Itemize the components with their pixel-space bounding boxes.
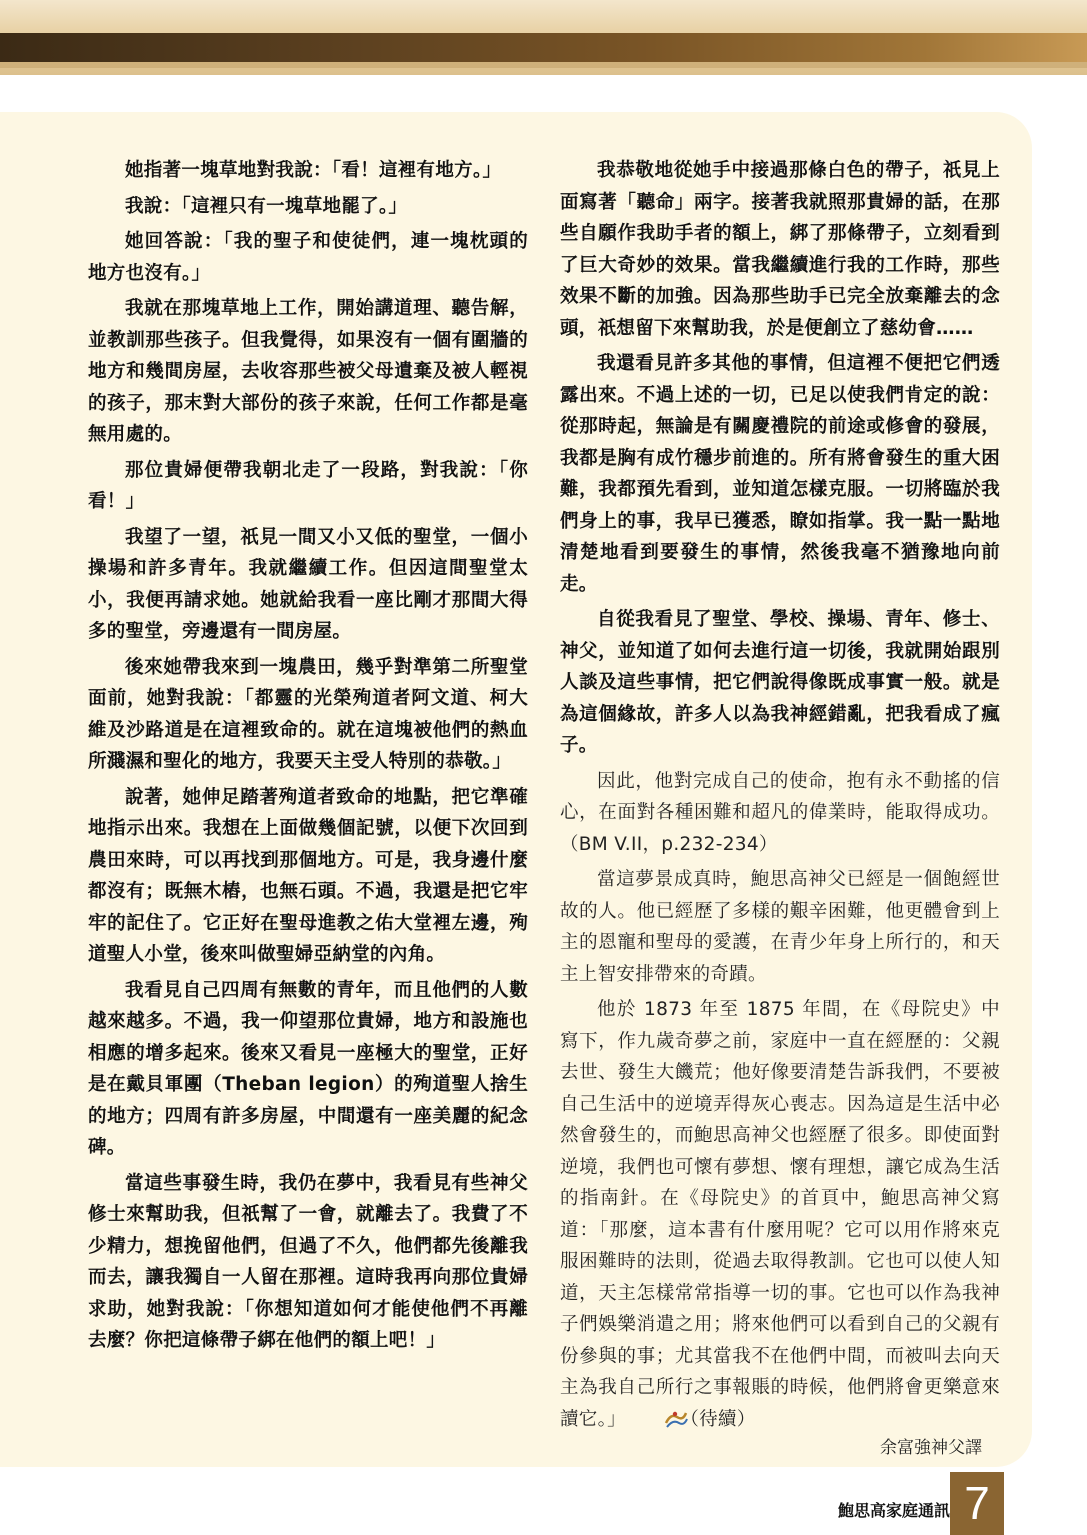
paragraph: 她指著一塊草地對我說：「看！這裡有地方。」 [125,160,502,181]
page-number: 7 [950,1472,1004,1535]
translator-credit: 余富強神父譯 [880,1438,982,1458]
paragraph: 我望了一望，祇見一間又小又低的聖堂，一個小操場和許多青年。我就繼續工作。但因這間聖堂太小，我便再請求她。她就給我看一座比剛才那間大得多的聖堂，旁邊還有一間房屋。 [88,526,528,642]
publication-name: 鮑思高家庭通訊 [838,1501,951,1520]
paragraph: 當這夢景成真時，鮑思高神父已經是一個飽經世故的人。他已經歷了多樣的艱辛困難，他更體會到上主的恩寵和聖母的愛護，在青少年身上所行的，和天主上智安排帶來的奇蹟。 [560,869,1000,985]
paragraph: 說著，她伸足踏著殉道者致命的地點，把它準確地指示出來。我想在上面做幾個記號，以便下次回到農田來時，可以再找到那個地方。可是，我身邊什麼都沒有；既無木樁，也無石頭。不過，我還是把它牢牢的記住了。它正好在聖母進教之佑大堂裡左邊，殉道聖人小堂，後來叫做聖婦亞納堂的內角。 [88,786,528,965]
header-banner [0,0,1087,75]
paragraph: 自從我看見了聖堂、學校、操場、青年、修士、神父，並知道了如何去進行這一切後，我就開始跟別人談及這些事情，把它們說得像既成事實一般。就是為這個緣故，許多人以為我神經錯亂，把我看成了瘋子。 [560,609,1000,756]
final-paragraph-text: 他於 1873 年至 1875 年間，在《母院史》中寫下，作九歲奇夢之前，家庭中一直在經歷的：父親去世、發生大饑荒；他好像要清楚告訴我們，不要被自己生活中的逆境弄得灰心喪志。因為這是生活中必然會發生的，而鮑思高神父也經歷了很多。即使面對逆境，我們也可懷有夢想、懷有理想，讓它成為生活的指南針。在《母院史》的首頁中，鮑思高神父寫道：「那麼，這本書有什麼用呢？它可以用作將來克服困難時的法則，從過去取得教訓。它也可以使人知道，天主怎樣常常指導一切的事。它也可以作為我神子們娛樂消遣之用；將來他們可以看到自己的父親有份參與的事；尤其當我不在他們中間，而被叫去向天主為我自己所行之事報賬的時候，他們將會更樂意來讀它。」 [560,999,1000,1430]
paragraph-final [560,994,1000,1435]
right-column [560,155,1000,1439]
paragraph: 後來她帶我來到一塊農田，幾乎對準第二所聖堂面前，她對我說：「都靈的光榮殉道者阿文道、柯大維及沙路道是在這裡致命的。就在這塊被他們的熱血所濺濕和聖化的地方，我要天主受人特別的恭敬。」 [88,656,528,772]
banner-dark-band [0,33,1087,62]
paragraph: 我恭敬地從她手中接過那條白色的帶子，祇見上面寫著「聽命」兩字。接著我就照那貴婦的話，在那些自願作我助手者的額上，綁了那條帶子，立刻看到了巨大奇妙的效果。當我繼續進行我的工作時，那些效果不斷的加強。因為那些助手已完全放棄離去的念頭，祇想留下來幫助我，於是便創立了慈幼會…… [560,160,1000,339]
paragraph: 那位貴婦便帶我朝北走了一段路，對我說：「你看！」 [88,459,528,512]
paragraph: 因此，他對完成自己的使命，抱有永不動搖的信心，在面對各種困難和超凡的偉業時，能取得成功。（BM V.II，p.232-234） [560,770,1000,855]
paragraph: 她回答說：「我的聖子和使徒們，連一塊枕頭的地方也沒有。」 [88,231,528,284]
paragraph: 我說：「這裡只有一塊草地罷了。」 [125,195,408,217]
paragraph: 當這些事發生時，我仍在夢中，我看見有些神父修士來幫助我，但祇幫了一會，就離去了。我費了不少精力，想挽留他們，但過了不久，他們都先後離我而去，讓我獨自一人留在那裡。這時我再向那位貴婦求助，她對我說：「你想知道如何才能使他們不再離去麼？你把這條帶子綁在他們的額上吧！」 [88,1172,528,1351]
banner-highlight [0,62,1087,68]
to-be-continued: （待續） [689,1408,756,1430]
paragraph: 我就在那塊草地上工作，開始講道理、聽告解，並教訓那些孩子。但我覺得，如果沒有一個有圍牆的地方和幾間房屋，去收容那些被父母遺棄及被人輕視的孩子，那末對大部份的孩子來說，任何工作都是毫無用處的。 [88,298,528,445]
paragraph: 我看見自己四周有無數的青年，而且他們的人數越來越多。不過，我一仰望那位貴婦，地方和設施也相應的增多起來。後來又看見一座極大的聖堂，正好是在戴貝軍團（Theban legion）的殉道聖人捨生的地方；四周有許多房屋，中間還有一座美麗的紀念碑。 [88,979,528,1158]
end-mark-icon [626,1409,652,1431]
left-column [88,155,528,1361]
paragraph: 我還看見許多其他的事情，但這裡不便把它們透露出來。不過上述的一切，已足以使我們肯定的說：從那時起，無論是有關慶禮院的前途或修會的發展，我都是胸有成竹穩步前進的。所有將會發生的重大困難，我都預先看到，並知道怎樣克服。一切將臨於我們身上的事，我早已獲悉，瞭如指掌。我一點一點地清楚地看到要發生的事情，然後我毫不猶豫地向前走。 [560,353,1000,595]
